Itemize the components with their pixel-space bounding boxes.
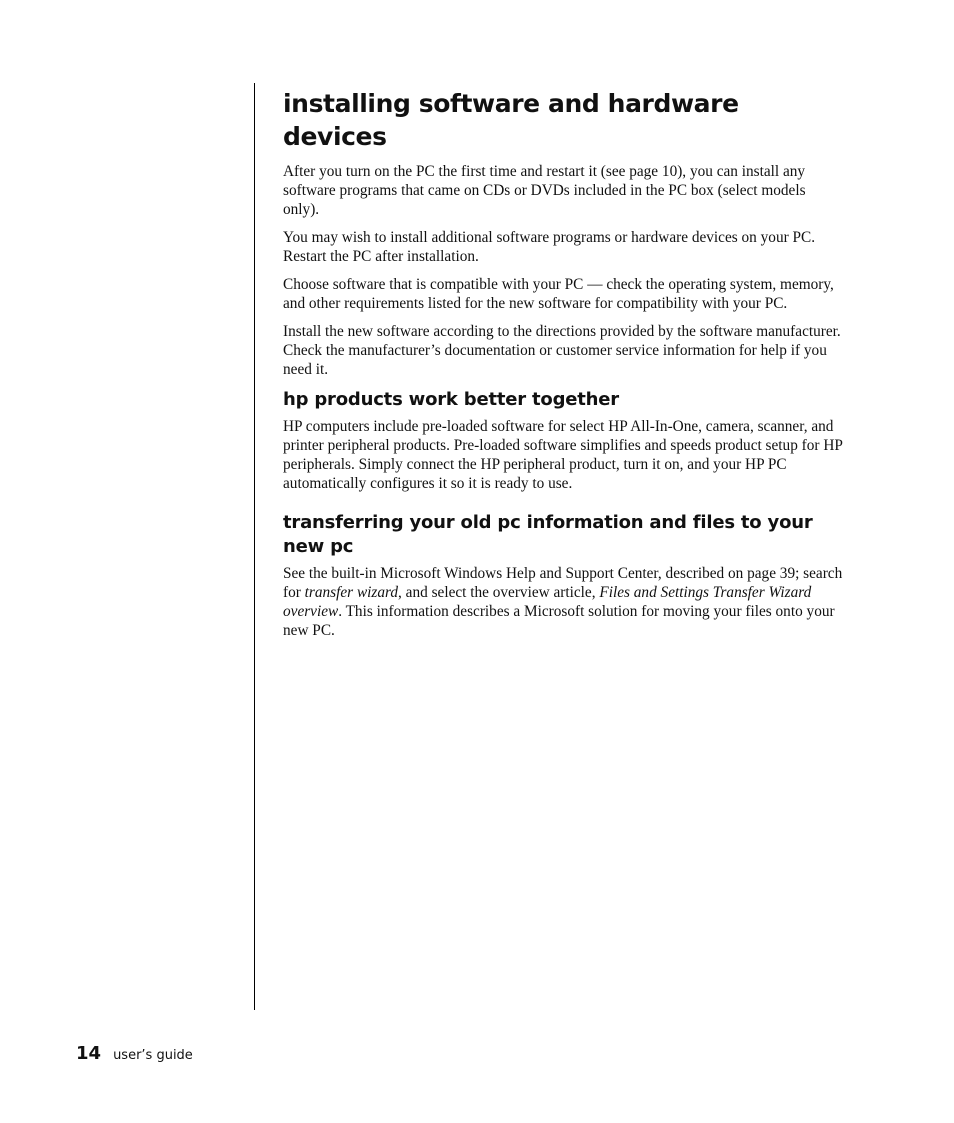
hp-products-paragraph: HP computers include pre-loaded software for select HP All-In-One, camera, scanner, and printer peripheral products. Pre-loaded software simplifies and speeds product setup for HP peripherals. Simply connect the HP peripheral product, turn it on, and your HP PC automatically configures it so it is ready to use. (283, 418, 843, 493)
section-heading-hp-products: hp products work better together (283, 389, 619, 410)
overview-article-title: Files and Settings Transfer Wizard overview (283, 584, 812, 621)
transferring-paragraph (283, 564, 843, 640)
intro-paragraph-4: Install the new software according to the directions provided by the software manufacturer. Check the manufacturer’s documentation or customer service information for help if you need it. (283, 323, 841, 378)
vertical-rule (254, 83, 255, 1010)
page-content (283, 88, 843, 649)
page-title: installing software and hardware devices (283, 89, 739, 151)
intro-paragraph-3: Choose software that is compatible with your PC — check the operating system, memory, and other requirements listed for the new software for compatibility with your PC. (283, 276, 834, 312)
transfer-text-2: , and select the overview article, (398, 584, 600, 602)
page-number: 14 (76, 1043, 102, 1064)
transfer-text-1: See the built-in Microsoft Windows Help and Support Center, described on page 39; search for (283, 565, 843, 602)
transfer-wizard-term: transfer wizard (304, 584, 399, 602)
section-heading-transferring: transferring your old pc information and files to your new pc (283, 512, 813, 557)
transfer-text-3: . This information describes a Microsoft solution for moving your files onto your new PC. (283, 603, 835, 640)
intro-paragraph-2: You may wish to install additional software programs or hardware devices on your PC. Restart the PC after installation. (283, 229, 816, 265)
page-footer (76, 1043, 193, 1064)
guide-label: user’s guide (113, 1048, 193, 1063)
intro-paragraph-1: After you turn on the PC the first time and restart it (see page 10), you can install any software programs that came on CDs or DVDs included in the PC box (select models only). (283, 163, 806, 218)
